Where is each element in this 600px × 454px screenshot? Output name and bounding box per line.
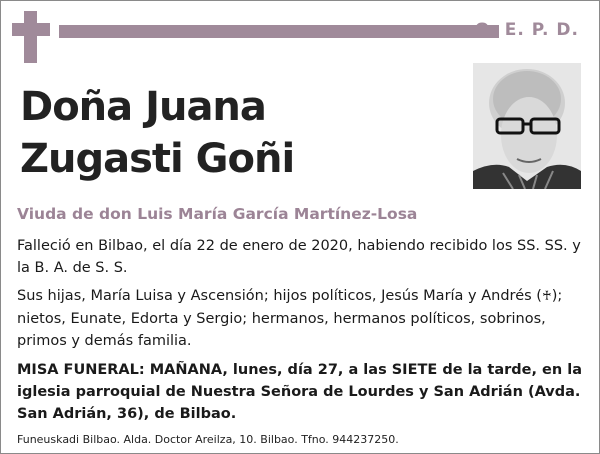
header-bar	[59, 25, 499, 38]
subtitle-widow: Viuda de don Luis María García Martínez-Losa	[17, 205, 418, 223]
family-list	[17, 285, 583, 352]
name-line-1: Doña Juana	[20, 84, 266, 130]
death-notice: Falleció en Bilbao, el día 22 de enero de 2020, habiendo recibido los SS. SS. y la B. A. de S. S.	[17, 238, 581, 276]
deceased-cross-icon: ♰	[541, 289, 552, 304]
funeral-home-footer: Funeuskadi Bilbao. Alda. Doctor Areilza, 10. Bilbao. Tfno. 944237250.	[17, 433, 399, 446]
portrait-image	[473, 63, 581, 189]
family-list-start: Sus hijas, María Luisa y Ascensión; hijos políticos, Jesús María y Andrés (	[17, 288, 542, 304]
deceased-name	[20, 81, 440, 185]
portrait-photo	[473, 63, 581, 189]
cross-icon	[12, 11, 50, 63]
name-line-2: Zugasti Goñi	[20, 136, 295, 182]
qepd-label: Q. E. P. D.	[474, 20, 579, 40]
funeral-mass: MISA FUNERAL: MAÑANA, lunes, día 27, a las SIETE de la tarde, en la iglesia parroquial de Nuestra Señora de Lourdes y San Adrián (Avda. San Adrián, 36), de Bilbao.	[17, 362, 582, 422]
family-list-end: ); nietos, Eunate, Edorta y Sergio; hermanos, hermanos políticos, sobrinos, primos y demás familia.	[17, 288, 563, 349]
